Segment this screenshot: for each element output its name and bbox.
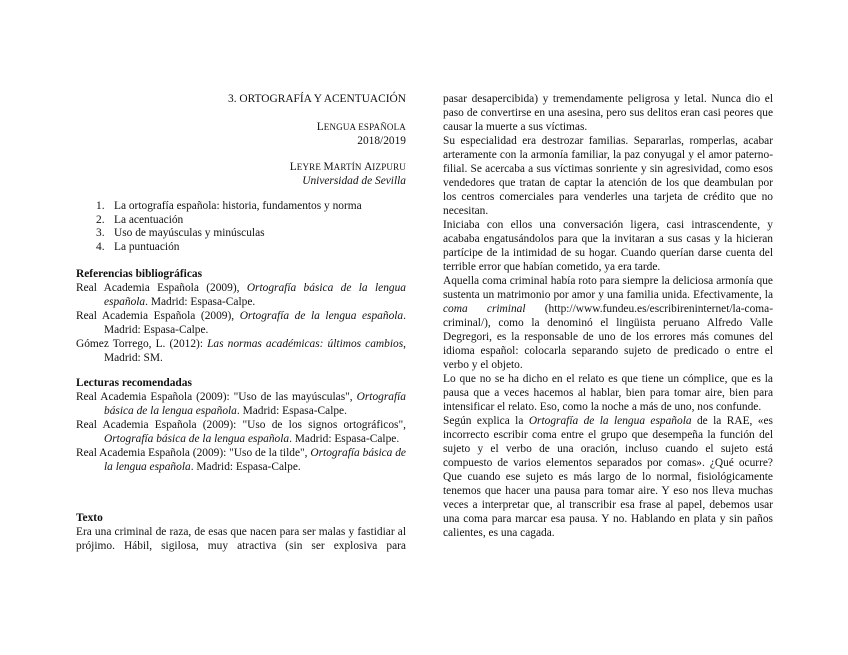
paragraph-6: Según explica la Ortografía de la lengua española de la RAE, «es incorrecto escribir coma entre el grupo que desempeña la función del sujeto y el verbo de una oración, incluso cuando el sujeto está compuesto de varios elementos separados por comas». ¿Qué ocurre? Que cuando ese sujeto es más largo de lo normal, fisiológicamente tenemos que hacer una pausa para tomar aire. Y eso nos lleva muchas veces a interpretar que, al transcribir esa frase al papel, debemos usar una coma para marcar esa pausa. Y no. Hablando en plata y sin paños calientes, es una cagada. bbox=[443, 415, 773, 539]
texto-heading: Texto bbox=[76, 512, 103, 524]
paragraph-4: Aquella coma criminal había roto para siempre la deliciosa armonía que sustenta un matrimonio por amor y una familia unida. Efectivamente, la coma criminal (http://www.fundeu.es/escribireninternet/la-coma-criminal/), como la denominó el lingüista peruano Alfredo Valle Degregori, es la responsable de uno de los errores más comunes del idioma español: colocarla separando sujeto de predicado o entre el verbo y el objeto. bbox=[443, 275, 774, 371]
reading-item: Real Academia Española (2009): "Uso de los signos ortográficos", Ortografía básica de la lengua española. Madrid: Espasa-Calpe. bbox=[76, 419, 406, 445]
paragraph-1-end: pasar desapercibida) y tremendamente peligrosa y letal. Nunca dio el paso de convertirse en una asesina, pero sus delitos eran casi peores que causar la muerte a sus víctimas. bbox=[443, 93, 773, 133]
author-name: LEYRE MARTÍN AIZPURU bbox=[289, 161, 406, 173]
texto-start bbox=[76, 525, 406, 553]
academic-year: 2018/2019 bbox=[357, 135, 406, 147]
readings-heading: Lecturas recomendadas bbox=[76, 377, 192, 389]
document-title: 3. ORTOGRAFÍA Y ACENTUACIÓN bbox=[228, 93, 406, 105]
texto-body bbox=[443, 92, 773, 540]
references-heading: Referencias bibliográficas bbox=[76, 268, 203, 280]
topic-item: 3. Uso de mayúsculas y minúsculas bbox=[96, 227, 265, 239]
topic-item: 4. La puntuación bbox=[96, 240, 180, 253]
references-list bbox=[76, 281, 406, 365]
paragraph-1-start: Era una criminal de raza, de esas que nacen para ser malas y fastidiar al prójimo. Hábil, sigilosa, muy atractiva (sin ser explosiva para bbox=[76, 526, 406, 552]
paragraph-3: Iniciaba con ellos una conversación ligera, casi intrascendente, y acababa engatusándolos para que la invitaran a sus casas y la hicieran partícipe de la intimidad de su hogar. Cuando querían darse cuenta del terrible error que habían cometido, ya era tarde. bbox=[443, 219, 773, 273]
paragraph-5: Lo que no se ha dicho en el relato es que tiene un cómplice, que es la pausa que a veces hacemos al hablar, bien para tomar aire, bien para intensificar el relato. Eso, como la noche a más de uno, nos confunde. bbox=[443, 373, 773, 413]
reference-item: Gómez Torrego, L. (2012): Las normas académicas: últimos cambios, Madrid: SM. bbox=[76, 338, 406, 364]
topic-item: 2. La acentuación bbox=[96, 213, 184, 226]
reading-item: Real Academia Española (2009): "Uso de la tilde", Ortografía básica de la lengua española. Madrid: Espasa-Calpe. bbox=[76, 447, 406, 473]
reference-item: Real Academia Española (2009), Ortografía básica de la lengua española. Madrid: Espasa-Calpe. bbox=[76, 282, 406, 308]
university-name: Universidad de Sevilla bbox=[302, 175, 406, 187]
reading-item: Real Academia Española (2009): "Uso de las mayúsculas", Ortografía básica de la lengua española. Madrid: Espasa-Calpe. bbox=[76, 391, 406, 417]
subject-name: LENGUA ESPAÑOLA bbox=[316, 121, 406, 133]
topic-list bbox=[76, 200, 406, 254]
reference-item: Real Academia Española (2009), Ortografía de la lengua española. Madrid: Espasa-Calpe. bbox=[76, 310, 406, 336]
paragraph-2: Su especialidad era destrozar familias. Separarlas, romperlas, acabar arteramente con la armonía familiar, la paz conyugal y el amor paterno-filial. Se acercaba a sus víctimas sonriente y sin agresividad, como esos vendedores que tratan de captar la atención de los que deambulan por los centros comerciales para venderles una tarjeta de crédito que no necesitan. bbox=[443, 135, 773, 217]
readings-list bbox=[76, 390, 406, 474]
topic-item: 1. La ortografía española: historia, fundamentos y norma bbox=[96, 200, 362, 212]
